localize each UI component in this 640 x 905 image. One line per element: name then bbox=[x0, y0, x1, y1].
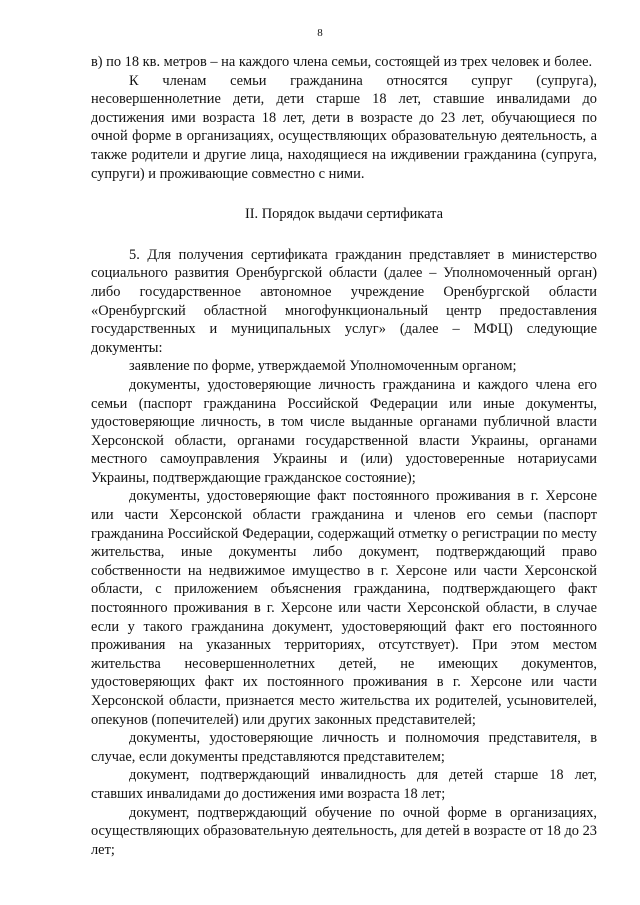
paragraph-identity-documents: документы, удостоверяющие личность гражданина и каждого члена его семьи (паспорт гражданина Российской Федерации или иные документы, удостоверяющие личность, в том числе выданные органами публичной власти Херсонской области, органами государственной власти Украины, органами местного самоуправления Украины и (или) удостоверенные нотариусами Украины, подтверждающие гражданское состояние); bbox=[91, 376, 597, 486]
paragraph-family-members-definition: К членам семьи гражданина относятся супруг (супруга), несовершеннолетние дети, дети старше 18 лет, ставшие инвалидами до достижения ими возраста 18 лет, дети в возрасте до 23 лет, обучающиеся по очной форме в организациях, осуществляющих образовательную деятельность, а также родители и другие лица, находящиеся на иждивении гражданина (супруга, супруги) и проживающие совместно с ними. bbox=[91, 72, 597, 182]
document-body bbox=[91, 53, 597, 859]
paragraph-representative-documents: документы, удостоверяющие личность и полномочия представителя, в случае, если документы представляются представителем; bbox=[91, 730, 597, 765]
paragraph-item-5-intro: 5. Для получения сертификата гражданин представляет в министерство социального развития Оренбургской области (далее – Уполномоченный орган) либо государственное автономное учреждение Оренбургской области «Оренбургский областной многофункциональный центр предоставления государственных и муниципальных услуг» (далее – МФЦ) следующие документы: bbox=[91, 246, 597, 356]
paragraph-disability-document: документ, подтверждающий инвалидность для детей старше 18 лет, ставших инвалидами до достижения ими возраста 18 лет; bbox=[91, 767, 597, 802]
paragraph-residence-documents: документы, удостоверяющие факт постоянного проживания в г. Херсоне или части Херсонской области гражданина и членов его семьи (паспорт гражданина Российской Федерации, содержащий отметку о регистрации по месту жительства, иные документы либо документ, подтверждающий право собственности на недвижимое имущество в г. Херсоне или части Херсонской области, с приложением объяснения гражданина, подтверждающего факт постоянного проживания в г. Херсоне или части Херсонской области, в случае если у такого гражданина документ, удостоверяющий факт его постоянного проживания на указанных территориях, отсутствует). При этом местом жительства несовершеннолетних детей, не имеющих документов, удостоверяющих факт их постоянного проживания в г. Херсоне или части Херсонской области, признается место жительства их родителей, усыновителей, опекунов (попечителей) или других законных представителей; bbox=[91, 488, 597, 728]
section-title: II. Порядок выдачи сертификата bbox=[244, 206, 444, 223]
paragraph-education-document: документ, подтверждающий обучение по очной форме в организациях, осуществляющих образовательную деятельность, для детей в возрасте от 18 до 23 лет; bbox=[91, 804, 597, 858]
paragraph-area-norm-large-family: в) по 18 кв. метров – на каждого члена семьи, состоящей из трех человек и более. bbox=[91, 54, 593, 70]
paragraph-application-form: заявление по форме, утверждаемой Уполномоченным органом; bbox=[129, 358, 517, 375]
page-number: 8 bbox=[317, 27, 323, 39]
